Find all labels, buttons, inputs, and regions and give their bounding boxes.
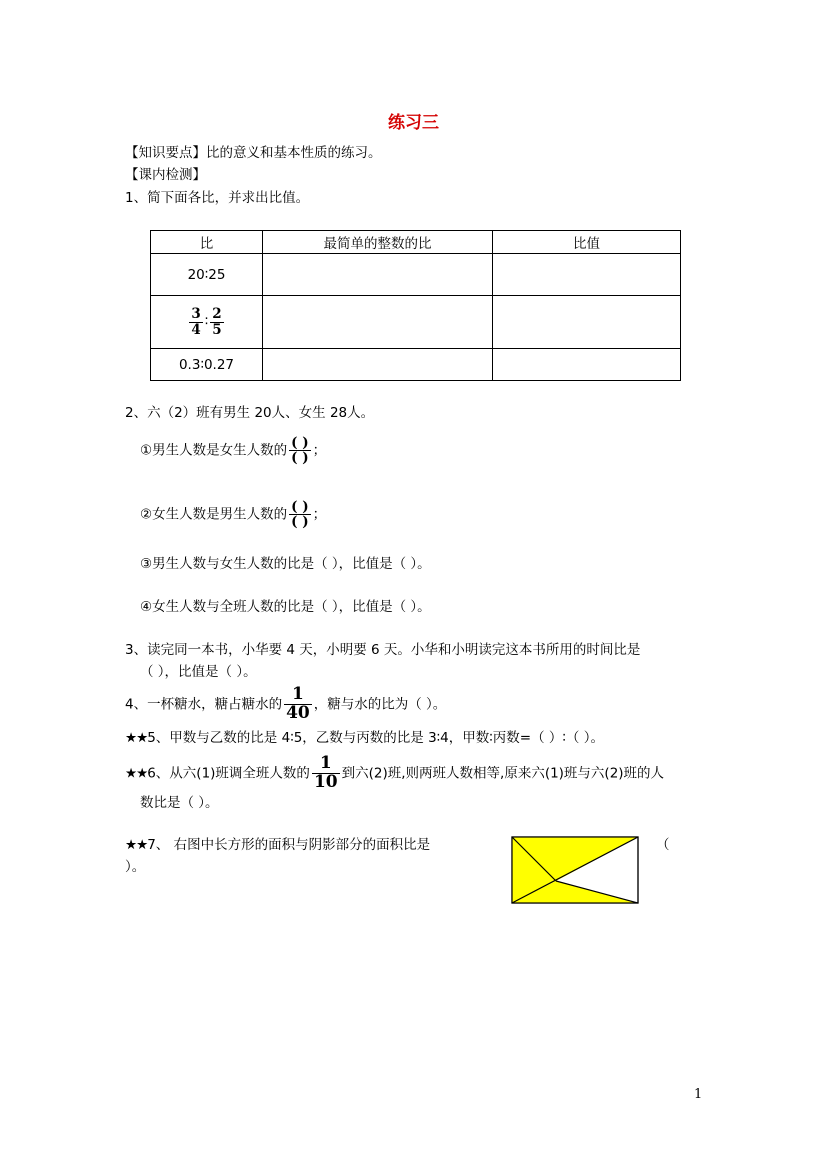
question-6 <box>125 755 664 792</box>
q4-text-after: ，糖与水的比为（ ）。 <box>313 696 447 713</box>
fraction <box>189 307 202 336</box>
fraction-denominator: 5 <box>212 321 222 338</box>
question-1: 1、简下面各比，并求出比值。 <box>125 190 310 206</box>
table-header: 最简单的整数的比 <box>263 231 493 254</box>
ratio-cell: 20∶25 <box>151 254 263 296</box>
semicolon: ； <box>312 442 327 459</box>
question-6-line2: 数比是（ ）。 <box>140 795 219 811</box>
fraction-denominator: ( ) <box>291 514 309 531</box>
value-cell[interactable] <box>493 296 681 349</box>
star-icon: ★★ <box>125 765 148 782</box>
ratio-table <box>150 230 681 381</box>
ratio-cell: 0.3∶0.27 <box>151 349 263 381</box>
question-2-sub3: ③男生人数与女生人数的比是（ ），比值是（ ）。 <box>140 556 431 572</box>
question-2-sub2 <box>140 500 326 529</box>
q5-text: 5、甲数与乙数的比是 4∶5，乙数与丙数的比是 3∶4，甲数∶丙数=（ ）∶（ ）。 <box>147 730 604 746</box>
question-3-line2: （ ），比值是（ ）。 <box>140 664 257 680</box>
question-2: 2、六（2）班有男生 20人、女生 28人。 <box>125 405 375 421</box>
table-row <box>151 296 681 349</box>
fraction-numerator: ( ) <box>291 499 309 515</box>
question-2-sub4: ④女生人数与全班人数的比是（ ），比值是（ ）。 <box>140 599 431 615</box>
fraction <box>210 307 223 336</box>
star-icon: ★★ <box>125 730 148 746</box>
star-icon: ★★ <box>125 837 148 853</box>
fraction-numerator: ( ) <box>291 435 309 451</box>
q7-text: 7、 右图中长方形的面积与阴影部分的面积比是 <box>147 837 431 853</box>
answer-cell[interactable] <box>263 296 493 349</box>
semicolon: ； <box>312 506 327 523</box>
q6-text-after: 到六(2)班,则两班人数相等,原来六(1)班与六(2)班的人 <box>341 765 665 782</box>
sub1-text: ①男生人数是女生人数的 <box>140 442 288 459</box>
value-cell[interactable] <box>493 254 681 296</box>
fraction-denominator: 40 <box>286 702 310 723</box>
check-heading: 【课内检测】 <box>125 167 206 183</box>
ratio-separator: ∶ <box>204 314 209 330</box>
page-number: 1 <box>694 1087 703 1102</box>
question-7 <box>125 837 430 853</box>
question-4 <box>125 686 446 723</box>
fraction-denominator: 10 <box>313 771 338 792</box>
sub2-text: ②女生人数是男生人数的 <box>140 506 288 523</box>
table-header: 比值 <box>493 231 681 254</box>
fraction-denominator: ( ) <box>291 450 309 467</box>
fraction <box>284 686 312 723</box>
question-2-sub1 <box>140 436 326 465</box>
blank-fraction[interactable] <box>289 436 310 465</box>
table-header: 比 <box>151 231 263 254</box>
question-3: 3、读完同一本书，小华要 4 天，小明要 6 天。小华和小明读完这本书所用的时间比是 <box>125 642 641 658</box>
q6-text-before: 6、从六(1)班调全班人数的 <box>147 765 310 782</box>
q4-text-before: 4、一杯糖水，糖占糖水的 <box>125 696 283 713</box>
ratio-cell <box>151 296 263 349</box>
fraction-numerator: 2 <box>212 306 222 323</box>
table-row <box>151 254 681 296</box>
fraction-numerator: 1 <box>284 686 312 705</box>
knowledge-points: 【知识要点】比的意义和基本性质的练习。 <box>125 145 382 161</box>
table-row <box>151 349 681 381</box>
question-5 <box>125 730 604 746</box>
q7-paren-close: ）。 <box>125 859 146 875</box>
answer-cell[interactable] <box>263 254 493 296</box>
blank-fraction[interactable] <box>289 500 310 529</box>
page-title: 练习三 <box>388 113 439 133</box>
fraction <box>312 755 340 792</box>
answer-cell[interactable] <box>263 349 493 381</box>
rectangle-figure <box>511 836 639 904</box>
value-cell[interactable] <box>493 349 681 381</box>
q7-paren-open: （ <box>656 837 670 853</box>
fraction-numerator: 3 <box>191 306 201 323</box>
fraction-denominator: 4 <box>191 321 201 338</box>
fraction-numerator: 1 <box>312 755 340 774</box>
